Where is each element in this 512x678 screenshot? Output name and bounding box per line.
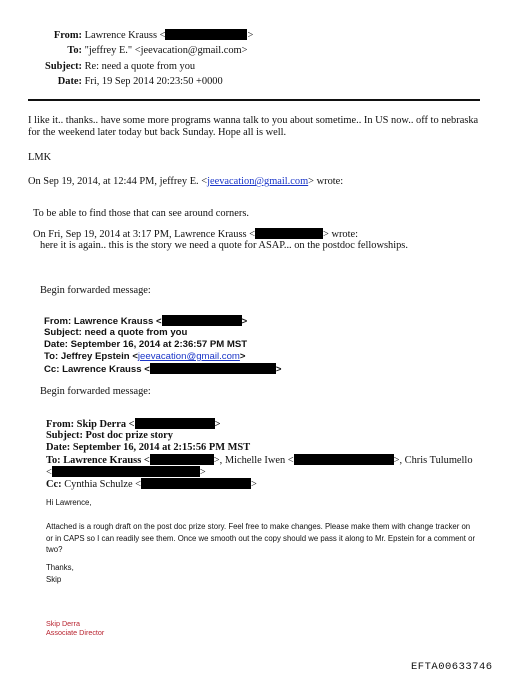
signature-title: Associate Director <box>46 628 105 637</box>
fwd1-date: Date: September 16, 2014 at 2:36:57 PM MST <box>44 339 248 350</box>
redaction-block <box>150 363 276 374</box>
email-link[interactable]: jeevacation@gmail.com <box>137 351 240 362</box>
thanks-text: Thanks, <box>46 563 74 572</box>
header-from-label: From: <box>53 30 82 41</box>
header-to-value: "jeffrey E." <jeevacation@gmail.com> <box>84 45 248 56</box>
header-divider <box>28 99 480 101</box>
header-from-value: Lawrence Krauss < <box>84 30 166 41</box>
header-to-label: To: <box>67 45 82 56</box>
header-to-row <box>40 45 247 56</box>
header-subject-row <box>40 61 195 72</box>
redaction-block <box>165 29 247 40</box>
fwd2-to-cont: < > <box>46 467 206 478</box>
message-paragraph: I like it.. thanks.. have some more programs wanna talk to you about sometime.. In US now.. off to nebraska for the weekend later today but back Sunday. Hope all is well. <box>28 115 479 138</box>
lmk-text: LMK <box>28 152 52 163</box>
redaction-block <box>294 454 394 465</box>
quote-header-2: On Fri, Sep 19, 2014 at 3:17 PM, Lawrence Krauss < > wrote: <box>33 229 359 240</box>
quote-text-1: To be able to find those that can see around corners. <box>33 208 249 219</box>
fwd2-to: To: Lawrence Krauss < >, Michelle Iwen < >, Chris Tulumello <box>46 455 473 466</box>
redaction-block <box>52 466 200 477</box>
fwd1-subject: Subject: need a quote from you <box>44 327 188 338</box>
fwd2-cc: Cc: Cynthia Schulze < > <box>46 479 257 490</box>
header-from-row: From: Lawrence Krauss < > <box>40 29 253 41</box>
quote-header-1: On Sep 19, 2014, at 12:44 PM, jeffrey E. <jeevacation@gmail.com> wrote: <box>28 176 344 187</box>
header-subject-label: Subject: <box>45 61 82 72</box>
redaction-block <box>135 418 215 429</box>
header-date-label: Date: <box>57 76 82 87</box>
fwd1-cc: Cc: Lawrence Krauss < > <box>44 364 282 375</box>
header-date-row <box>40 76 223 87</box>
redaction-block <box>255 228 323 239</box>
greeting: Hi Lawrence, <box>46 498 92 507</box>
quote-text-2: here it is again.. this is the story we need a quote for ASAP... on the postdoc fellowships. <box>40 240 408 251</box>
redaction-block <box>141 478 251 489</box>
begin-forwarded-1: Begin forwarded message: <box>40 285 151 296</box>
fwd1-from: From: Lawrence Krauss < > <box>44 316 248 327</box>
fwd2-date: Date: September 16, 2014 at 2:15:56 PM MST <box>46 442 251 453</box>
fwd2-from: From: Skip Derra < > <box>46 419 221 430</box>
forwarded-message-body: Attached is a rough draft on the post doc prize story. Feel free to make changes. Please make them with change tracker on or in CAPS so I can readily see them. Once we smooth out the copy should we pass it along to Mr. Epstein for a comment or two? <box>46 522 476 554</box>
signoff-text: Skip <box>46 575 62 584</box>
header-date-value: Fri, 19 Sep 2014 20:23:50 +0000 <box>84 76 223 87</box>
document-id: EFTA00633746 <box>411 661 493 673</box>
fwd2-subject: Subject: Post doc prize story <box>46 430 173 441</box>
header-subject-value: Re: need a quote from you <box>84 61 196 72</box>
begin-forwarded-2: Begin forwarded message: <box>40 386 151 397</box>
email-link[interactable]: jeevacation@gmail.com <box>207 176 309 187</box>
redaction-block <box>150 454 214 465</box>
fwd1-to: To: Jeffrey Epstein <jeevacation@gmail.com> <box>44 351 246 362</box>
signature-name: Skip Derra <box>46 619 80 628</box>
redaction-block <box>162 315 242 326</box>
